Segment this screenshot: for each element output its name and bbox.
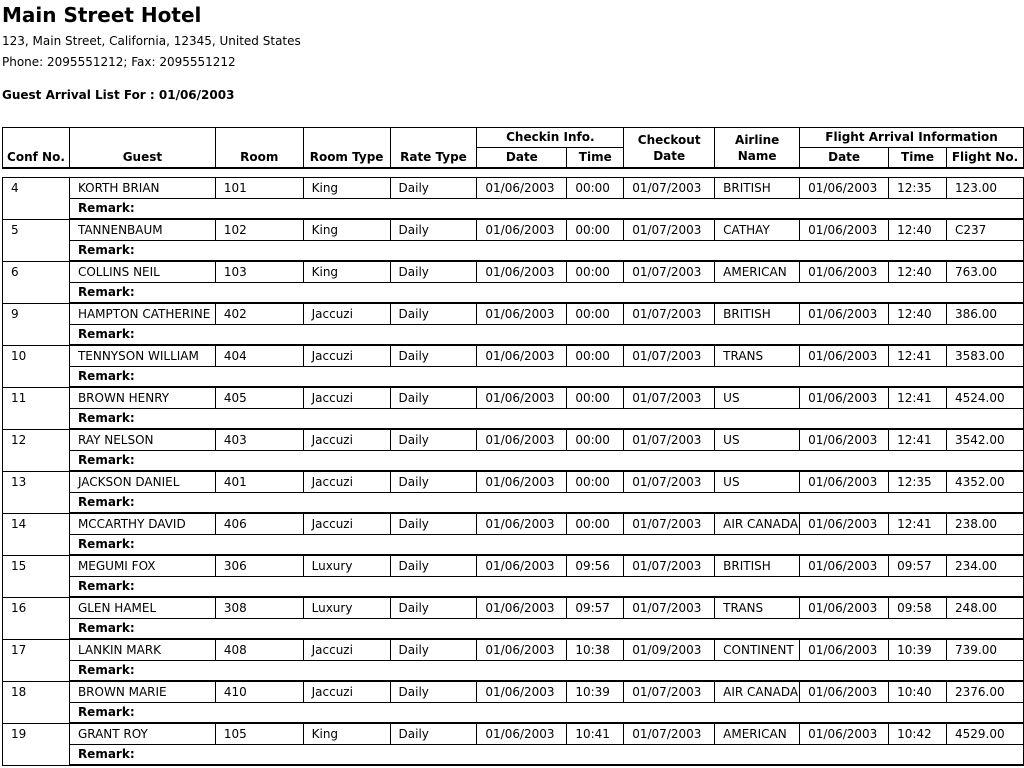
cell-checkout-date: 01/07/2003 (624, 723, 715, 745)
cell-rate-type: Daily (390, 429, 477, 451)
cell-rate-type: Daily (390, 597, 477, 619)
cell-guest: COLLINS NEIL (69, 261, 215, 283)
remark-label: Remark: (69, 619, 1023, 640)
cell-conf-no: 17 (3, 639, 70, 681)
cell-room-type: King (303, 219, 390, 241)
cell-flight-date: 01/06/2003 (800, 555, 889, 577)
cell-flight-no: 763.00 (946, 261, 1023, 283)
cell-checkout-date: 01/09/2003 (624, 639, 715, 661)
cell-guest: LANKIN MARK (69, 639, 215, 661)
cell-checkout-date: 01/07/2003 (624, 471, 715, 493)
cell-room: 401 (215, 471, 303, 493)
cell-flight-time: 10:39 (889, 639, 947, 661)
table-row (3, 345, 1024, 367)
cell-guest: TANNENBAUM (69, 219, 215, 241)
header-rate-type: Rate Type (390, 128, 477, 169)
header-conf-no: Conf No. (3, 128, 70, 169)
cell-airline: BRITISH (715, 303, 800, 325)
guest-arrival-table (2, 127, 1024, 766)
cell-rate-type: Daily (390, 345, 477, 367)
cell-guest: MEGUMI FOX (69, 555, 215, 577)
cell-room-type: Jaccuzi (303, 303, 390, 325)
cell-flight-no: 739.00 (946, 639, 1023, 661)
table-row (3, 178, 1024, 199)
cell-checkin-time: 00:00 (567, 429, 624, 451)
table-row (3, 639, 1024, 661)
cell-checkin-date: 01/06/2003 (477, 345, 567, 367)
cell-airline: TRANS (715, 597, 800, 619)
remark-row (3, 577, 1024, 598)
header-flight-time: Time (889, 148, 947, 169)
cell-checkin-time: 00:00 (567, 303, 624, 325)
cell-rate-type: Daily (390, 471, 477, 493)
cell-guest: TENNYSON WILLIAM (69, 345, 215, 367)
cell-flight-date: 01/06/2003 (800, 471, 889, 493)
cell-checkin-date: 01/06/2003 (477, 429, 567, 451)
cell-conf-no: 12 (3, 429, 70, 471)
cell-airline: US (715, 471, 800, 493)
cell-conf-no: 13 (3, 471, 70, 513)
cell-room: 103 (215, 261, 303, 283)
table-row (3, 723, 1024, 745)
cell-room-type: King (303, 178, 390, 199)
cell-checkout-date: 01/07/2003 (624, 513, 715, 535)
table-row (3, 471, 1024, 493)
cell-rate-type: Daily (390, 513, 477, 535)
cell-flight-time: 12:40 (889, 303, 947, 325)
cell-checkin-date: 01/06/2003 (477, 261, 567, 283)
cell-checkin-date: 01/06/2003 (477, 178, 567, 199)
remark-label: Remark: (69, 577, 1023, 598)
cell-checkin-time: 09:56 (567, 555, 624, 577)
cell-conf-no: 5 (3, 219, 70, 261)
cell-room: 101 (215, 178, 303, 199)
remark-label: Remark: (69, 703, 1023, 724)
cell-flight-time: 09:58 (889, 597, 947, 619)
cell-room: 306 (215, 555, 303, 577)
cell-conf-no: 14 (3, 513, 70, 555)
cell-room: 102 (215, 219, 303, 241)
cell-room: 404 (215, 345, 303, 367)
cell-room: 105 (215, 723, 303, 745)
cell-guest: RAY NELSON (69, 429, 215, 451)
cell-flight-no: 4352.00 (946, 471, 1023, 493)
cell-flight-date: 01/06/2003 (800, 429, 889, 451)
table-row (3, 513, 1024, 535)
cell-checkin-time: 00:00 (567, 471, 624, 493)
table-row (3, 429, 1024, 451)
cell-room-type: King (303, 723, 390, 745)
cell-checkout-date: 01/07/2003 (624, 681, 715, 703)
hotel-name: Main Street Hotel (2, 3, 202, 27)
cell-flight-time: 12:41 (889, 429, 947, 451)
cell-flight-no: C237 (946, 219, 1023, 241)
cell-rate-type: Daily (390, 387, 477, 409)
remark-row (3, 661, 1024, 682)
cell-conf-no: 11 (3, 387, 70, 429)
cell-rate-type: Daily (390, 723, 477, 745)
cell-checkin-date: 01/06/2003 (477, 555, 567, 577)
cell-flight-time: 10:42 (889, 723, 947, 745)
header-guest: Guest (69, 128, 215, 169)
cell-checkin-date: 01/06/2003 (477, 681, 567, 703)
cell-checkin-date: 01/06/2003 (477, 471, 567, 493)
cell-guest: KORTH BRIAN (69, 178, 215, 199)
remark-row (3, 367, 1024, 388)
cell-airline: AIR CANADA (715, 513, 800, 535)
remark-label: Remark: (69, 535, 1023, 556)
cell-airline: CATHAY (715, 219, 800, 241)
hotel-contact: Phone: 2095551212; Fax: 2095551212 (2, 55, 236, 69)
cell-flight-time: 12:41 (889, 387, 947, 409)
cell-flight-time: 12:41 (889, 513, 947, 535)
cell-checkin-date: 01/06/2003 (477, 387, 567, 409)
cell-checkin-time: 00:00 (567, 513, 624, 535)
cell-checkout-date: 01/07/2003 (624, 387, 715, 409)
remark-label: Remark: (69, 493, 1023, 514)
table-row (3, 597, 1024, 619)
cell-room-type: Jaccuzi (303, 387, 390, 409)
cell-flight-date: 01/06/2003 (800, 639, 889, 661)
cell-airline: TRANS (715, 345, 800, 367)
cell-flight-no: 3583.00 (946, 345, 1023, 367)
cell-conf-no: 18 (3, 681, 70, 723)
remark-row (3, 241, 1024, 262)
header-room: Room (215, 128, 303, 169)
remark-label: Remark: (69, 367, 1023, 388)
remark-row (3, 619, 1024, 640)
cell-flight-date: 01/06/2003 (800, 387, 889, 409)
cell-flight-no: 2376.00 (946, 681, 1023, 703)
cell-checkin-date: 01/06/2003 (477, 303, 567, 325)
cell-room-type: Jaccuzi (303, 639, 390, 661)
table-row (3, 681, 1024, 703)
cell-airline: US (715, 387, 800, 409)
cell-room: 308 (215, 597, 303, 619)
cell-guest: BROWN MARIE (69, 681, 215, 703)
cell-room: 408 (215, 639, 303, 661)
cell-flight-no: 234.00 (946, 555, 1023, 577)
cell-room: 406 (215, 513, 303, 535)
remark-row (3, 199, 1024, 220)
table-row (3, 387, 1024, 409)
cell-conf-no: 10 (3, 345, 70, 387)
cell-checkin-date: 01/06/2003 (477, 219, 567, 241)
cell-rate-type: Daily (390, 178, 477, 199)
header-checkout-date: Checkout Date (624, 128, 715, 169)
remark-row (3, 283, 1024, 304)
table-row (3, 555, 1024, 577)
remark-label: Remark: (69, 451, 1023, 472)
cell-checkout-date: 01/07/2003 (624, 597, 715, 619)
cell-checkout-date: 01/07/2003 (624, 429, 715, 451)
header-flight-date: Date (800, 148, 889, 169)
header-checkin-time: Time (567, 148, 624, 169)
cell-rate-type: Daily (390, 681, 477, 703)
header-flight-no: Flight No. (946, 148, 1023, 169)
remark-label: Remark: (69, 199, 1023, 220)
cell-conf-no: 15 (3, 555, 70, 597)
cell-room-type: Jaccuzi (303, 471, 390, 493)
cell-conf-no: 16 (3, 597, 70, 639)
cell-flight-time: 10:40 (889, 681, 947, 703)
cell-flight-time: 12:35 (889, 178, 947, 199)
cell-checkin-time: 00:00 (567, 387, 624, 409)
cell-airline: AIR CANADA (715, 681, 800, 703)
cell-checkin-date: 01/06/2003 (477, 513, 567, 535)
table-row (3, 219, 1024, 241)
remark-label: Remark: (69, 409, 1023, 430)
table-row (3, 303, 1024, 325)
cell-room-type: Luxury (303, 597, 390, 619)
cell-room: 405 (215, 387, 303, 409)
remark-row (3, 493, 1024, 514)
remark-label: Remark: (69, 283, 1023, 304)
cell-guest: HAMPTON CATHERINE (69, 303, 215, 325)
cell-flight-time: 12:40 (889, 219, 947, 241)
cell-checkout-date: 01/07/2003 (624, 219, 715, 241)
cell-room-type: Luxury (303, 555, 390, 577)
cell-checkin-time: 10:41 (567, 723, 624, 745)
cell-conf-no: 9 (3, 303, 70, 345)
header-checkin-info: Checkin Info. (477, 128, 624, 148)
cell-rate-type: Daily (390, 303, 477, 325)
cell-checkout-date: 01/07/2003 (624, 303, 715, 325)
cell-guest: GRANT ROY (69, 723, 215, 745)
cell-flight-no: 248.00 (946, 597, 1023, 619)
cell-flight-time: 12:40 (889, 261, 947, 283)
cell-conf-no: 4 (3, 178, 70, 220)
cell-flight-date: 01/06/2003 (800, 513, 889, 535)
remark-label: Remark: (69, 325, 1023, 346)
cell-room-type: Jaccuzi (303, 429, 390, 451)
cell-checkin-date: 01/06/2003 (477, 639, 567, 661)
cell-checkout-date: 01/07/2003 (624, 178, 715, 199)
remark-label: Remark: (69, 745, 1023, 766)
cell-checkin-time: 00:00 (567, 345, 624, 367)
cell-flight-no: 3542.00 (946, 429, 1023, 451)
cell-flight-no: 123.00 (946, 178, 1023, 199)
cell-room: 403 (215, 429, 303, 451)
cell-room-type: Jaccuzi (303, 681, 390, 703)
cell-flight-date: 01/06/2003 (800, 681, 889, 703)
cell-flight-date: 01/06/2003 (800, 219, 889, 241)
cell-airline: US (715, 429, 800, 451)
hotel-address: 123, Main Street, California, 12345, United States (2, 34, 301, 48)
cell-checkin-time: 10:38 (567, 639, 624, 661)
cell-rate-type: Daily (390, 261, 477, 283)
cell-guest: BROWN HENRY (69, 387, 215, 409)
cell-airline: BRITISH (715, 178, 800, 199)
cell-checkin-date: 01/06/2003 (477, 723, 567, 745)
cell-rate-type: Daily (390, 639, 477, 661)
cell-room-type: Jaccuzi (303, 345, 390, 367)
remark-label: Remark: (69, 661, 1023, 682)
cell-airline: BRITISH (715, 555, 800, 577)
cell-flight-date: 01/06/2003 (800, 597, 889, 619)
cell-flight-time: 12:35 (889, 471, 947, 493)
remark-row (3, 325, 1024, 346)
cell-checkout-date: 01/07/2003 (624, 555, 715, 577)
cell-guest: MCCARTHY DAVID (69, 513, 215, 535)
cell-flight-time: 09:57 (889, 555, 947, 577)
cell-room: 402 (215, 303, 303, 325)
cell-checkin-time: 00:00 (567, 178, 624, 199)
cell-flight-no: 4529.00 (946, 723, 1023, 745)
cell-checkin-time: 00:00 (567, 219, 624, 241)
remark-row (3, 451, 1024, 472)
cell-guest: GLEN HAMEL (69, 597, 215, 619)
cell-flight-no: 4524.00 (946, 387, 1023, 409)
cell-checkin-date: 01/06/2003 (477, 597, 567, 619)
cell-airline: AMERICAN (715, 261, 800, 283)
cell-room-type: King (303, 261, 390, 283)
header-room-type: Room Type (303, 128, 390, 169)
cell-room-type: Jaccuzi (303, 513, 390, 535)
cell-checkout-date: 01/07/2003 (624, 261, 715, 283)
cell-rate-type: Daily (390, 555, 477, 577)
remark-row (3, 535, 1024, 556)
remark-row (3, 703, 1024, 724)
cell-flight-date: 01/06/2003 (800, 178, 889, 199)
cell-flight-date: 01/06/2003 (800, 723, 889, 745)
cell-airline: CONTINENT (715, 639, 800, 661)
remark-label: Remark: (69, 241, 1023, 262)
table-row (3, 261, 1024, 283)
cell-flight-no: 386.00 (946, 303, 1023, 325)
report-title: Guest Arrival List For : 01/06/2003 (2, 88, 235, 102)
cell-flight-no: 238.00 (946, 513, 1023, 535)
cell-flight-date: 01/06/2003 (800, 261, 889, 283)
remark-row (3, 409, 1024, 430)
cell-checkin-time: 09:57 (567, 597, 624, 619)
header-airline-name: Airline Name (715, 128, 800, 169)
cell-flight-date: 01/06/2003 (800, 303, 889, 325)
cell-conf-no: 19 (3, 723, 70, 765)
cell-checkout-date: 01/07/2003 (624, 345, 715, 367)
cell-flight-date: 01/06/2003 (800, 345, 889, 367)
cell-room: 410 (215, 681, 303, 703)
header-flight-arrival-info: Flight Arrival Information (800, 128, 1024, 148)
cell-airline: AMERICAN (715, 723, 800, 745)
cell-checkin-time: 00:00 (567, 261, 624, 283)
cell-checkin-time: 10:39 (567, 681, 624, 703)
cell-conf-no: 6 (3, 261, 70, 303)
remark-row (3, 745, 1024, 766)
header-checkin-date: Date (477, 148, 567, 169)
cell-rate-type: Daily (390, 219, 477, 241)
cell-flight-time: 12:41 (889, 345, 947, 367)
cell-guest: JACKSON DANIEL (69, 471, 215, 493)
